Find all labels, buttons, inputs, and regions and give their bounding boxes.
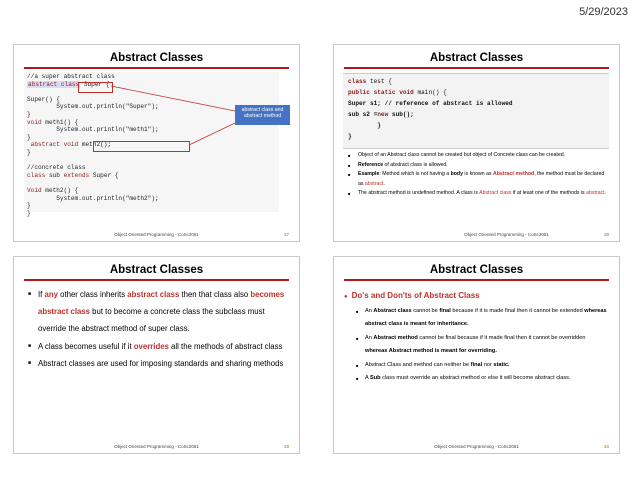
bullet-text: An	[365, 334, 374, 341]
bullet-text: whereas abstract class is meant for inheritance.	[365, 308, 607, 328]
slide-title: Abstract Classes	[429, 52, 524, 64]
title-divider	[344, 67, 609, 69]
bullet-text: , the method must be declared as	[358, 171, 605, 187]
code-line: }	[27, 133, 31, 141]
code-keyword: new	[377, 111, 389, 118]
slide-footer: Object Oriented Programming - CoSc2051	[464, 232, 549, 237]
bullet-text: all the methods of abstract class	[168, 341, 283, 351]
page-number: 37	[283, 232, 289, 237]
code-line: test {	[366, 78, 392, 85]
section-heading	[344, 291, 480, 300]
code-line: }	[27, 209, 31, 217]
bullet-text: .	[604, 190, 606, 197]
bullet-text: A	[365, 375, 370, 382]
slide-40	[333, 256, 620, 454]
bullet-text: Abstract method	[373, 334, 418, 341]
code-line: }	[27, 110, 31, 118]
bullet-text: Object of an Abstract class cannot be created but object of Concrete class can be created.	[358, 152, 566, 158]
bullet-text: Abstract class	[479, 190, 512, 197]
list-item	[348, 189, 610, 199]
code-line: }	[27, 202, 31, 210]
slide-footer: Object Oriented Programming - CoSc2051	[114, 232, 199, 237]
bullet-text: class must override an abstract method or else it will become abstract class.	[380, 375, 571, 382]
bullet-text: final	[470, 361, 483, 368]
slide-title: Abstract Classes	[109, 264, 204, 276]
slide-footer: Object Oriented Programming - CoSc2051	[114, 444, 199, 449]
slide-37	[13, 44, 300, 242]
code-keyword: public static void	[348, 89, 414, 96]
slide-39	[13, 256, 300, 454]
code-line: System.out.println("meth1");	[27, 126, 159, 134]
code-keyword: abstract class	[28, 80, 80, 88]
bullet-text: because if it is made final then it cannot be extended	[450, 308, 585, 314]
code-keyword: abstract void	[27, 141, 79, 149]
code-line: Super {	[89, 171, 119, 179]
bullet-text: becomes abstract class	[38, 290, 285, 317]
list-item	[348, 170, 610, 189]
list-item	[348, 151, 610, 161]
title-divider	[24, 279, 289, 281]
code-line: //a super abstract class	[27, 73, 115, 80]
code-line: Super() {	[27, 95, 60, 103]
list-item	[356, 359, 608, 372]
bullet-text: nor	[482, 361, 494, 368]
bullet-text: static.	[493, 361, 510, 368]
slide-title: Abstract Classes	[109, 52, 204, 64]
bullet-text: abstract	[364, 180, 384, 187]
code-keyword: void	[27, 118, 42, 126]
title-divider	[344, 279, 609, 281]
bullet-text: overrides	[133, 341, 169, 351]
bullet-text: cannot be	[411, 308, 440, 314]
code-line: meth2();	[78, 141, 112, 149]
bullet-list	[356, 305, 608, 385]
code-line: Super s1; // reference of abstract is allowed	[348, 100, 513, 107]
code-line: meth2() {	[41, 186, 79, 194]
heading-text: Do's and Don'ts of Abstract Class	[351, 291, 480, 300]
code-line: Super {	[80, 80, 110, 88]
bullet-text: The abstract method is undefined method. A class is	[358, 190, 480, 197]
code-keyword: class	[27, 171, 46, 179]
callout-note: abstract class and abstract method	[235, 105, 290, 125]
list-item	[28, 286, 293, 338]
bullet-text: Abstract classes are used for imposing standards and sharing methods	[38, 358, 284, 368]
list-item	[348, 161, 610, 171]
bullet-text: : Method which is not having a	[379, 171, 451, 178]
bullet-text: other class inherits	[57, 290, 128, 299]
page-number: 39	[283, 444, 289, 449]
bullet-text: of abstract class is allowed.	[383, 161, 448, 168]
bullet-text: but to become a concrete class the subclass must override the abstract method of super class.	[38, 307, 265, 334]
callout-arrows	[14, 45, 300, 242]
bullet-text: Abstract Class and method can neither be	[365, 361, 471, 368]
bullet-text: any	[44, 290, 58, 299]
bullet-list	[348, 151, 610, 199]
code-keyword: class	[348, 78, 367, 85]
bullet-text: Abstract class	[373, 308, 412, 314]
bullet-text: whereas Abstract method is meant for overriding.	[365, 348, 497, 355]
code-text	[348, 76, 513, 142]
code-line: System.out.println("meth2");	[27, 194, 159, 202]
bullet-text: If	[38, 290, 45, 299]
bullet-text: Example	[358, 171, 380, 178]
slide-footer: Object Oriented Programming - CoSc2051	[434, 444, 519, 449]
code-line: System.out.println("Super");	[27, 103, 159, 111]
bullet-list	[28, 286, 293, 372]
code-line: }	[27, 148, 31, 156]
bullet-text: cannot be final because if it made final then it cannot be overridden	[417, 334, 586, 341]
page-number: 38	[603, 232, 609, 237]
bullet-text: Sub	[369, 375, 381, 382]
code-line: main() {	[413, 89, 447, 96]
page-number: 40	[603, 444, 609, 449]
bullet-text: abstract	[586, 190, 605, 197]
list-item	[356, 332, 608, 359]
bullet-text: .	[383, 180, 385, 187]
code-line: sub s2 =	[348, 111, 378, 118]
code-keyword: Void	[27, 186, 42, 194]
code-line: sub	[45, 171, 64, 179]
slide-title: Abstract Classes	[429, 264, 524, 276]
bullet-text: body	[450, 171, 463, 178]
slide-38	[333, 44, 620, 242]
code-line: sub();	[388, 111, 414, 118]
list-item	[28, 338, 293, 355]
bullet-text: if at least one of the methods is	[511, 190, 587, 197]
bullet-text: Reference	[358, 161, 384, 168]
list-item	[356, 305, 608, 332]
bullet-text: abstract class	[127, 290, 180, 299]
code-keyword: extends	[63, 171, 90, 179]
bullet-text: final	[439, 308, 451, 314]
code-line: }	[348, 122, 381, 129]
bullet-text: is known as	[462, 171, 493, 178]
code-line: }	[348, 133, 352, 140]
bullet-text: An	[365, 308, 374, 314]
code-line: meth1() {	[41, 118, 79, 126]
bullet-text: then that class also	[179, 290, 251, 299]
code-block	[343, 73, 609, 149]
list-item	[28, 355, 293, 372]
bullet-text: Abstract method	[492, 171, 535, 178]
code-line: //concrete class	[27, 164, 86, 172]
list-item	[356, 372, 608, 385]
bullet-text: A class becomes useful if it	[38, 341, 134, 351]
print-date: 5/29/2023	[579, 6, 628, 18]
